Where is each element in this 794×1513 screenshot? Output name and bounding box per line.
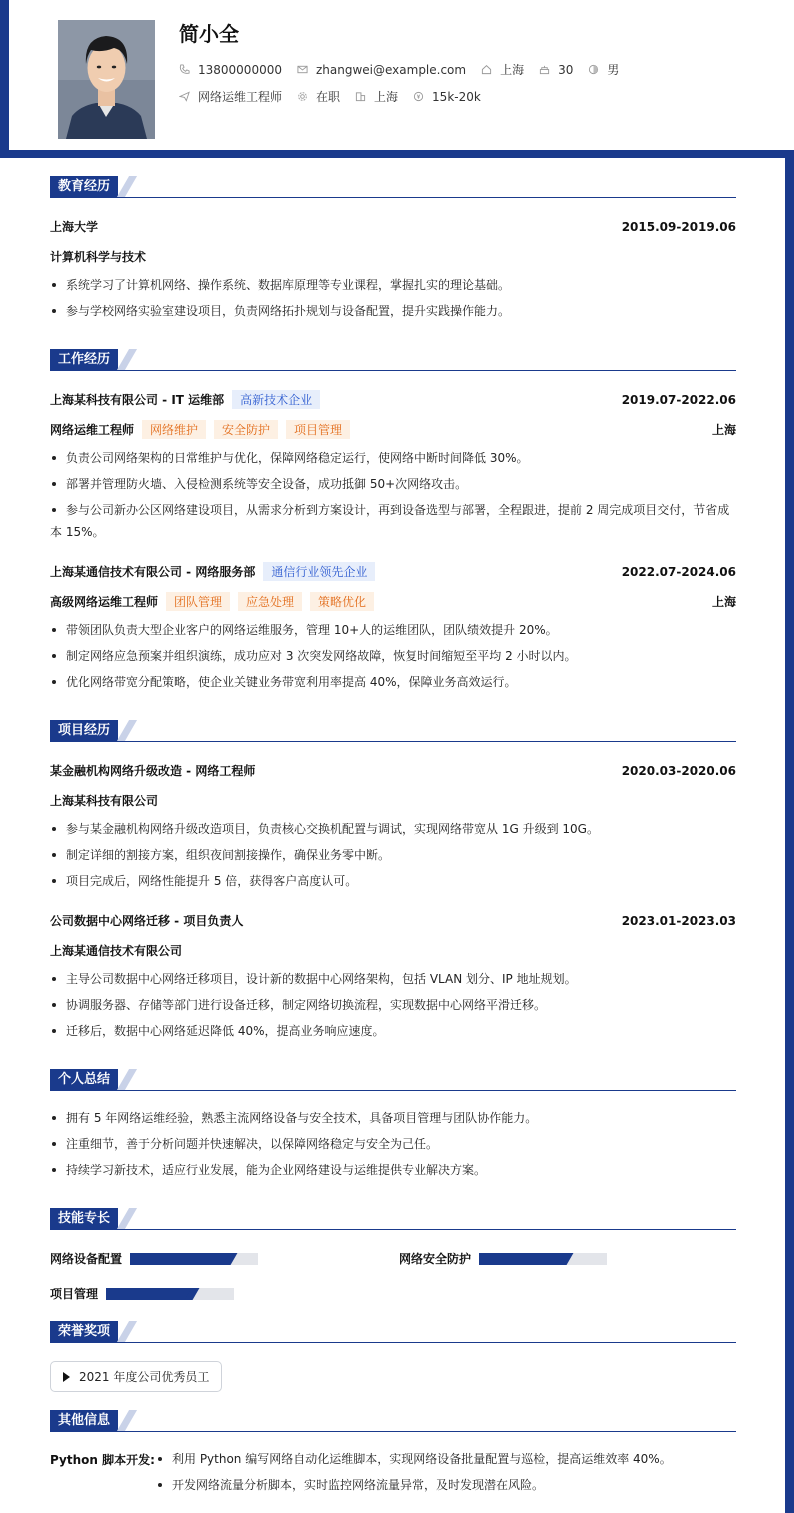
skill-item	[399, 1250, 607, 1267]
skill-tag: 项目管理	[286, 420, 350, 439]
skill-bar	[106, 1288, 234, 1300]
list-item: 参与某金融机构网络升级改造项目，负责核心交换机配置与调试，实现网络带宽从 1G 升级到 10G。	[50, 818, 740, 840]
job-role: 高级网络运维工程师	[50, 595, 159, 609]
job-header	[50, 562, 736, 581]
skill-tag: 策略优化	[310, 592, 374, 611]
list-item: 协调服务器、存储等部门进行设备迁移，制定网络切换流程，实现数据中心网络平滑迁移。	[50, 994, 740, 1016]
company-tag: 通信行业领先企业	[263, 562, 375, 581]
project-company: 上海某通信技术有限公司	[50, 944, 183, 958]
gender-icon	[588, 64, 599, 75]
project-period: 2023.01-2023.03	[621, 913, 736, 928]
list-item: 系统学习了计算机网络、操作系统、数据库原理等专业课程，掌握扎实的理论基础。	[50, 274, 740, 296]
award-label: 2021 年度公司优秀员工	[79, 1370, 210, 1384]
skill-name: 项目管理	[50, 1287, 99, 1301]
other-label: Python 脚本开发:	[50, 1453, 155, 1467]
section-title: 教育经历	[50, 176, 118, 197]
position-item	[179, 88, 282, 105]
list-item: 优化网络带宽分配策略，使企业关键业务带宽利用率提高 40%，保障业务高效运行。	[50, 671, 740, 693]
title-stripe	[117, 720, 137, 741]
send-icon	[179, 91, 190, 102]
phone-item	[179, 63, 282, 77]
company-name: 上海某通信技术有限公司 - 网络服务部	[50, 565, 256, 579]
section-title: 项目经历	[50, 720, 118, 741]
location-text: 上海	[500, 63, 525, 77]
project-header	[50, 762, 736, 779]
job-role-row	[50, 592, 736, 611]
skill-tag: 团队管理	[166, 592, 230, 611]
section-title: 工作经历	[50, 349, 118, 370]
phone-icon	[179, 64, 190, 75]
education-major-row	[50, 248, 736, 265]
cake-icon	[539, 64, 550, 75]
email-text: zhangwei@example.com	[315, 62, 467, 77]
list-item: 开发网络流量分析脚本，实时监控网络流量异常，及时发现潜在风险。	[156, 1474, 776, 1496]
title-stripe	[117, 1208, 137, 1229]
section-title: 其他信息	[50, 1410, 118, 1431]
candidate-name: 简小全	[179, 22, 239, 46]
projects-section-header	[50, 720, 736, 742]
position-text: 网络运维工程师	[198, 90, 283, 104]
avatar	[58, 20, 155, 139]
education-section-header	[50, 176, 736, 198]
skill-bar	[130, 1253, 258, 1265]
age-item	[539, 63, 573, 77]
title-stripe	[117, 1410, 137, 1431]
title-stripe	[117, 349, 137, 370]
project-company: 上海某科技有限公司	[50, 794, 159, 808]
list-item: 负责公司网络架构的日常维护与优化，保障网络稳定运行，使网络中断时间降低 30%。	[50, 447, 740, 469]
education-header	[50, 218, 736, 235]
skill-tag: 安全防护	[214, 420, 278, 439]
play-icon	[63, 1372, 70, 1382]
skill-item	[50, 1285, 234, 1302]
awards-section-header	[50, 1321, 736, 1343]
job-role-row	[50, 420, 736, 439]
gender-item	[588, 61, 619, 78]
list-item: 制定详细的割接方案，组织夜间割接操作，确保业务零中断。	[50, 844, 740, 866]
list-item: 参与学校网络实验室建设项目，负责网络拓扑规划与设备配置，提升实践操作能力。	[50, 300, 740, 322]
mail-icon	[297, 64, 308, 75]
summary-section-header	[50, 1069, 736, 1091]
list-item: 部署并管理防火墙、入侵检测系统等安全设备，成功抵御 50+次网络攻击。	[50, 473, 740, 495]
gender-text: 男	[607, 63, 620, 77]
skill-tag: 网络维护	[142, 420, 206, 439]
job-period: 2019.07-2022.06	[621, 392, 736, 407]
work-section-header	[50, 349, 736, 371]
list-item: 主导公司数据中心网络迁移项目，设计新的数据中心网络架构，包括 VLAN 划分、IP 地址规划。	[50, 968, 740, 990]
money-icon	[413, 91, 424, 102]
list-item: 参与公司新办公区网络建设项目，从需求分析到方案设计，再到设备选型与部署，全程跟进，提前 2 周完成项目交付，节省成	[50, 499, 740, 521]
building-icon	[355, 91, 366, 102]
skill-name: 网络设备配置	[50, 1252, 123, 1266]
job-role: 网络运维工程师	[50, 423, 135, 437]
project-name: 某金融机构网络升级改造 - 网络工程师	[50, 764, 256, 778]
email-item	[297, 63, 466, 77]
skill-tag: 应急处理	[238, 592, 302, 611]
company-tag: 高新技术企业	[232, 390, 320, 409]
job-period: 2022.07-2024.06	[621, 564, 736, 579]
skill-bar	[479, 1253, 607, 1265]
title-stripe	[117, 1069, 137, 1090]
section-title: 荣誉奖项	[50, 1321, 118, 1342]
list-item: 利用 Python 编写网络自动化运维脚本，实现网络设备批量配置与巡检，提高运维效率 40%。	[156, 1448, 776, 1470]
status-text: 在职	[316, 90, 341, 104]
list-item: 持续学习新技术，适应行业发展，能为企业网络建设与运维提供专业解决方案。	[50, 1159, 740, 1181]
age-text: 30	[558, 62, 574, 77]
list-item-continued: 本 15%。	[50, 525, 105, 539]
project-company-row	[50, 792, 736, 809]
salary-item	[413, 90, 481, 104]
list-item: 迁移后，数据中心网络延迟降低 40%，提高业务响应速度。	[50, 1020, 740, 1042]
project-name: 公司数据中心网络迁移 - 项目负责人	[50, 914, 244, 928]
skill-item	[50, 1250, 258, 1267]
phone-text: 13800000000	[198, 62, 282, 77]
salary-text: 15k-20k	[432, 89, 481, 104]
title-stripe	[117, 1321, 137, 1342]
job-intent-row	[179, 88, 496, 105]
skill-bar-fill	[130, 1253, 230, 1265]
list-item: 拥有 5 年网络运维经验，熟悉主流网络设备与安全技术，具备项目管理与团队协作能力。	[50, 1107, 740, 1129]
location-item	[481, 61, 524, 78]
project-company-row	[50, 942, 736, 959]
skill-bar-fill	[479, 1253, 566, 1265]
company-name: 上海某科技有限公司 - IT 运维部	[50, 393, 225, 407]
project-period: 2020.03-2020.06	[621, 763, 736, 778]
job-header	[50, 390, 736, 409]
job-location: 上海	[711, 423, 736, 437]
list-item: 注重细节，善于分析问题并快速解决，以保障网络稳定与安全为己任。	[50, 1133, 740, 1155]
gear-icon	[297, 91, 308, 102]
city-text: 上海	[374, 90, 399, 104]
section-title: 个人总结	[50, 1069, 118, 1090]
education-period: 2015.09-2019.06	[621, 219, 736, 234]
right-border	[785, 150, 794, 1513]
status-item	[297, 88, 340, 105]
school-name: 上海大学	[50, 220, 99, 234]
home-icon	[481, 64, 492, 75]
skills-section-header	[50, 1208, 736, 1230]
major: 计算机科学与技术	[50, 250, 147, 264]
other-section-header	[50, 1410, 736, 1432]
skill-bar-fill	[106, 1288, 192, 1300]
section-title: 技能专长	[50, 1208, 118, 1229]
award-item[interactable]	[50, 1361, 222, 1392]
list-item: 项目完成后，网络性能提升 5 倍，获得客户高度认可。	[50, 870, 740, 892]
list-item: 带领团队负责大型企业客户的网络运维服务，管理 10+人的运维团队，团队绩效提升 20%。	[50, 619, 740, 641]
skill-name: 网络安全防护	[399, 1252, 472, 1266]
job-location: 上海	[711, 595, 736, 609]
contact-row	[179, 61, 634, 78]
title-stripe	[117, 176, 137, 197]
project-header	[50, 912, 736, 929]
list-item: 制定网络应急预案并组织演练，成功应对 3 次突发网络故障，恢复时间缩短至平均 2 小时以内。	[50, 645, 740, 667]
city-item	[355, 88, 398, 105]
